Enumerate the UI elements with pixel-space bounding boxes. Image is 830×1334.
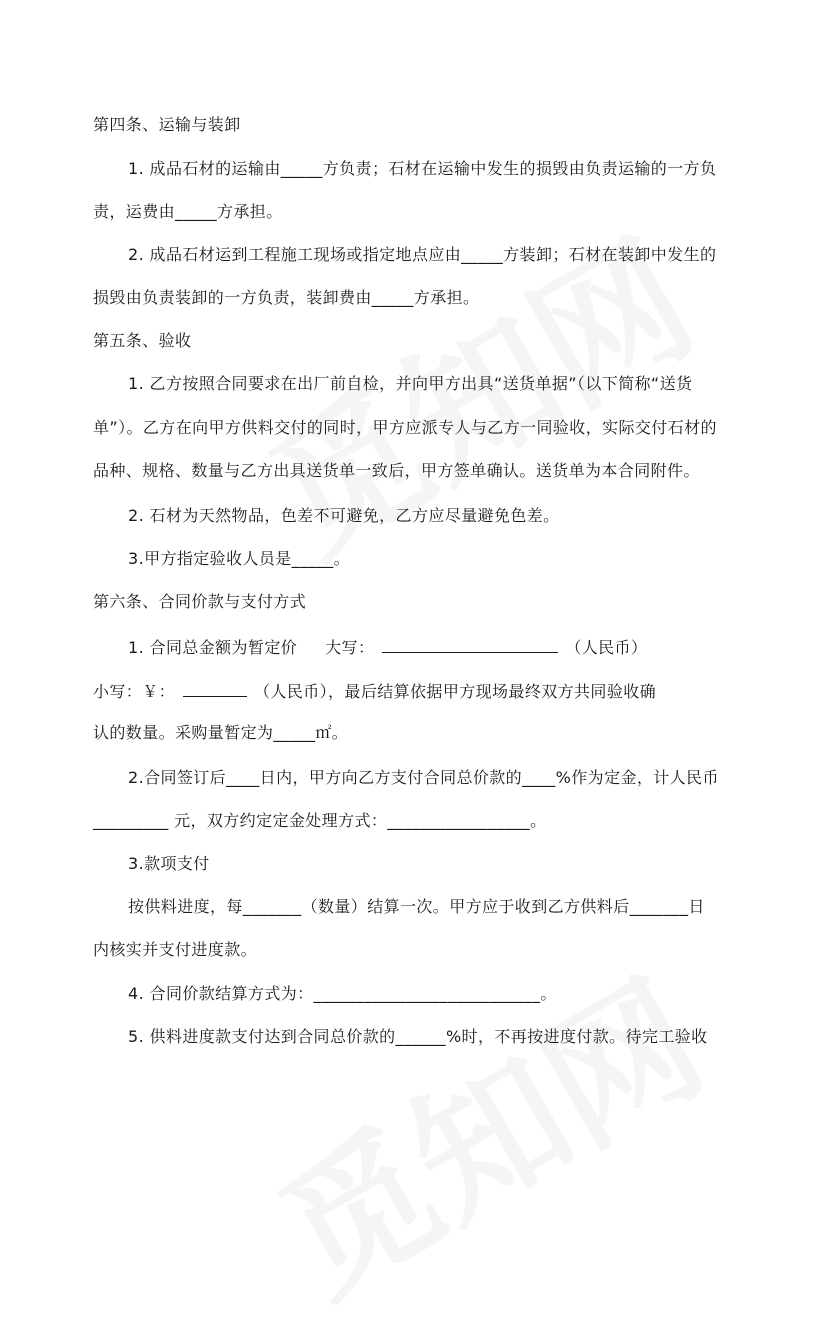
article-4-heading: 第四条、运输与装卸	[93, 115, 241, 134]
currency-label: （人民币）	[565, 638, 648, 657]
paragraph-line	[93, 679, 656, 703]
payment-subheading: 3.款项支付	[128, 854, 210, 873]
paragraph-line: 损毁由负责装卸的一方负责，装卸费由_____方承担。	[93, 288, 480, 307]
paragraph-line: 5. 供料进度款支付达到合同总价款的______%时，不再按进度付款。待完工验收	[128, 1027, 708, 1046]
paragraph-line: 4. 合同价款结算方式为：___________________________。	[128, 984, 557, 1003]
paragraph-line: 责，运费由_____方承担。	[93, 202, 283, 221]
paragraph-line	[128, 635, 647, 659]
paragraph-line: 2. 成品石材运到工程施工现场或指定地点应由_____方装卸；石材在装卸中发生的	[128, 245, 717, 264]
article-5-heading: 第五条、验收	[93, 331, 192, 350]
article-6-heading: 第六条、合同价款与支付方式	[93, 592, 307, 611]
amount-label: 1. 合同总金额为暂定价	[128, 638, 298, 657]
small-amount-label: 小写：￥：	[93, 682, 176, 701]
paragraph-line: 2.合同签订后____日内，甲方向乙方支付合同总价款的____%作为定金，计人民币	[128, 768, 719, 787]
paragraph-line: 单”）。乙方在向甲方供料交付的同时，甲方应派专人与乙方一同验收，实际交付石材的	[93, 418, 717, 437]
paragraph-line: 2. 石材为天然物品，色差不可避免，乙方应尽量避免色差。	[128, 506, 560, 525]
settlement-text: （人民币），最后结算依据甲方现场最终双方共同验收确	[254, 682, 657, 701]
small-amount-blank	[183, 679, 247, 697]
paragraph-line: 3.甲方指定验收人员是_____。	[128, 549, 351, 568]
paragraph-line: 1. 乙方按照合同要求在出厂前自检，并向甲方出具“送货单据”（以下简称“送货	[128, 374, 693, 393]
paragraph-line: _________ 元，双方约定定金处理方式：_________________。	[93, 811, 547, 830]
paragraph-line: 品种、规格、数量与乙方出具送货单一致后，甲方签单确认。送货单为本合同附件。	[93, 461, 700, 480]
paragraph-line: 1. 成品石材的运输由_____方负责；石材在运输中发生的损毁由负责运输的一方负	[128, 159, 717, 178]
paragraph-line: 按供料进度，每_______（数量）结算一次。甲方应于收到乙方供料后_______日	[128, 897, 705, 916]
capital-amount-blank	[382, 635, 558, 653]
paragraph-line: 内核实并支付进度款。	[93, 940, 258, 959]
paragraph-line: 认的数量。采购量暂定为_____㎡。	[93, 723, 349, 742]
capital-label: 大写：	[325, 638, 375, 657]
